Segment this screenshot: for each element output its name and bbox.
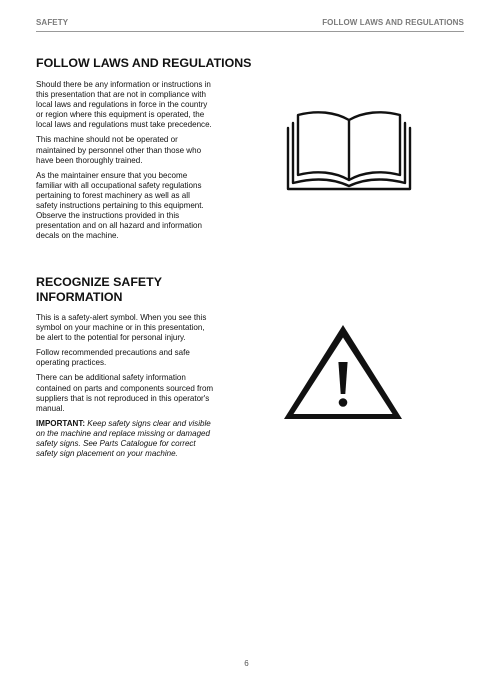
open-book-icon: [284, 104, 414, 192]
paragraph: Follow recommended precautions and safe operating practices.: [36, 348, 190, 368]
paragraph: Should there be any information or instructions in this presentation that are not in compliance with local laws and regulations in force in the country or region where this equipment is operated, the local laws and regulations must take precedence.: [36, 80, 212, 130]
page-number: 6: [244, 659, 249, 668]
section-body-safety: [36, 313, 241, 464]
paragraph: This machine should not be operated or maintained by personnel other than those who have been thoroughly trained.: [36, 135, 202, 165]
section-title-laws: FOLLOW LAWS AND REGULATIONS: [36, 56, 252, 70]
header-section-label: SAFETY: [36, 18, 69, 27]
paragraph: There can be additional safety information contained on parts and components sourced from suppliers that is not reproduced in this operator's manual.: [36, 373, 214, 413]
important-text: Keep safety signs clear and visible on the machine and replace missing or damaged safety signs. See Parts Catalogue for correct safety sign placement on your machine.: [36, 418, 211, 459]
header-divider: [36, 31, 464, 32]
section-body-laws: [36, 80, 241, 246]
important-note: [36, 419, 241, 459]
section-title-line: INFORMATION: [36, 289, 123, 304]
important-label: IMPORTANT:: [36, 418, 86, 428]
section-title-safety: [36, 275, 266, 304]
header-topic-label: FOLLOW LAWS AND REGULATIONS: [322, 18, 464, 27]
warning-triangle-icon: [281, 322, 405, 422]
paragraph: This is a safety-alert symbol. When you see this symbol on your machine or in this presentation, be alert to the potential for personal injury.: [36, 313, 207, 343]
running-header: [36, 18, 464, 32]
paragraph: As the maintainer ensure that you become familiar with all occupational safety regulations pertaining to forest machinery as well as all safety instructions pertaining to this equipment. Observe the instructions provided in this presentation and on all hazard and information decals on the machine.: [36, 170, 204, 241]
section-title-line: RECOGNIZE SAFETY: [36, 275, 162, 289]
